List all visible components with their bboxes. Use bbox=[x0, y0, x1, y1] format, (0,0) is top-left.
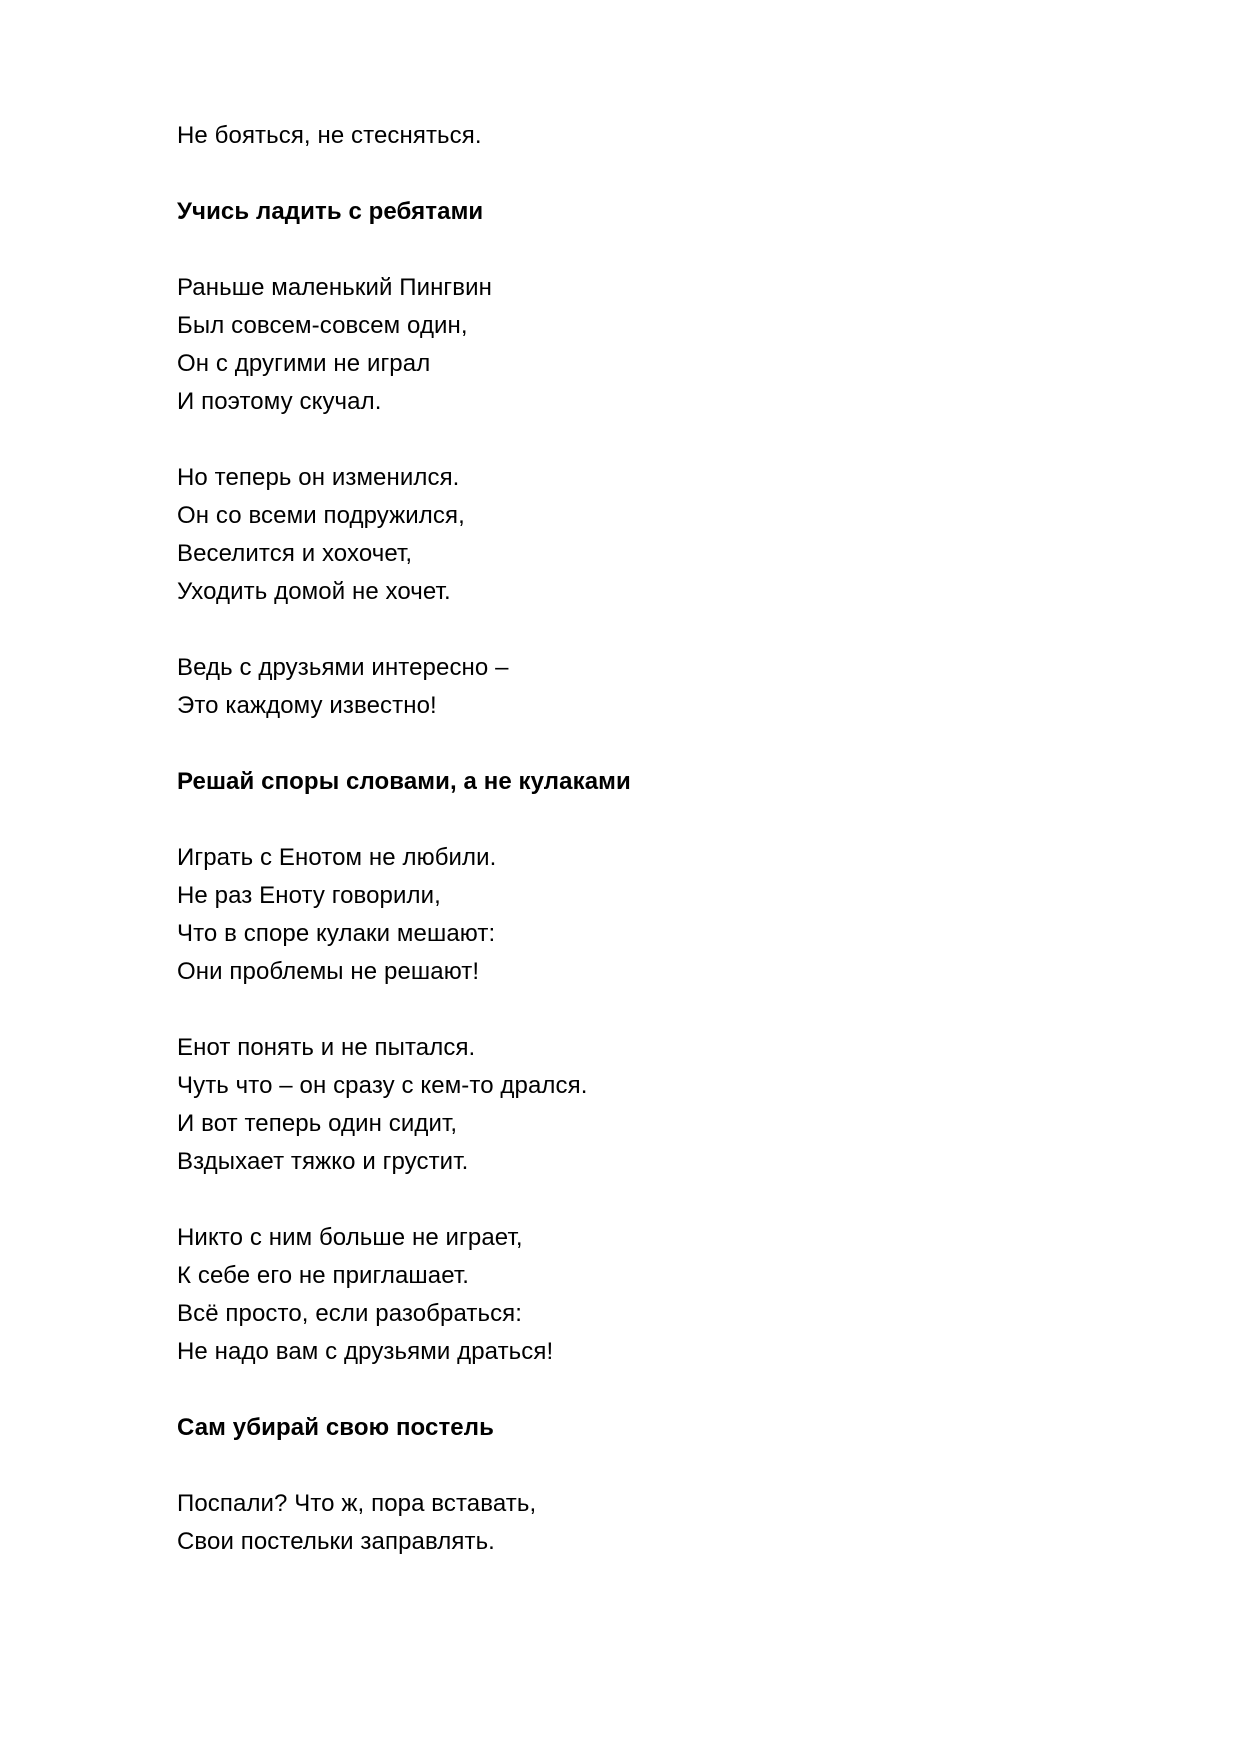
poem-line: Уходить домой не хочет. bbox=[177, 578, 451, 605]
poem-line: Поспали? Что ж, пора вставать, bbox=[177, 1490, 537, 1517]
poem-line: Но теперь он изменился. bbox=[177, 464, 460, 491]
poem-line: Чуть что – он сразу с кем-то дрался. bbox=[177, 1072, 588, 1099]
poem-line: Всё просто, если разобраться: bbox=[177, 1300, 523, 1327]
section-heading: Решай споры словами, а не кулаками bbox=[177, 768, 631, 795]
poem-line: Енот понять и не пытался. bbox=[177, 1034, 476, 1061]
poem-line: Играть с Енотом не любили. bbox=[177, 844, 497, 871]
poem-line: Они проблемы не решают! bbox=[177, 958, 480, 985]
poem-line: Никто с ним больше не играет, bbox=[177, 1224, 523, 1251]
section-heading: Сам убирай свою постель bbox=[177, 1414, 494, 1441]
poem-line: И вот теперь один сидит, bbox=[177, 1110, 458, 1137]
poem-line: Он с другими не играл bbox=[177, 350, 431, 377]
poem-line: Это каждому известно! bbox=[177, 692, 437, 719]
poem-line: Вздыхает тяжко и грустит. bbox=[177, 1148, 469, 1175]
poem-line: Раньше маленький Пингвин bbox=[177, 274, 492, 301]
poem-line: Ведь с друзьями интересно – bbox=[177, 654, 509, 681]
poem-line: К себе его не приглашает. bbox=[177, 1262, 470, 1289]
poem-line: И поэтому скучал. bbox=[177, 388, 382, 415]
poem-line: Был совсем-совсем один, bbox=[177, 312, 468, 339]
poem-line: Не надо вам с друзьями драться! bbox=[177, 1338, 554, 1365]
opening-line: Не бояться, не стесняться. bbox=[177, 122, 482, 149]
poem-line: Что в споре кулаки мешают: bbox=[177, 920, 496, 947]
poem-line: Не раз Еноту говорили, bbox=[177, 882, 441, 909]
poem-line: Свои постельки заправлять. bbox=[177, 1528, 495, 1555]
poem-line: Он со всеми подружился, bbox=[177, 502, 465, 529]
section-heading: Учись ладить с ребятами bbox=[177, 198, 484, 225]
poem-line: Веселится и хохочет, bbox=[177, 540, 413, 567]
